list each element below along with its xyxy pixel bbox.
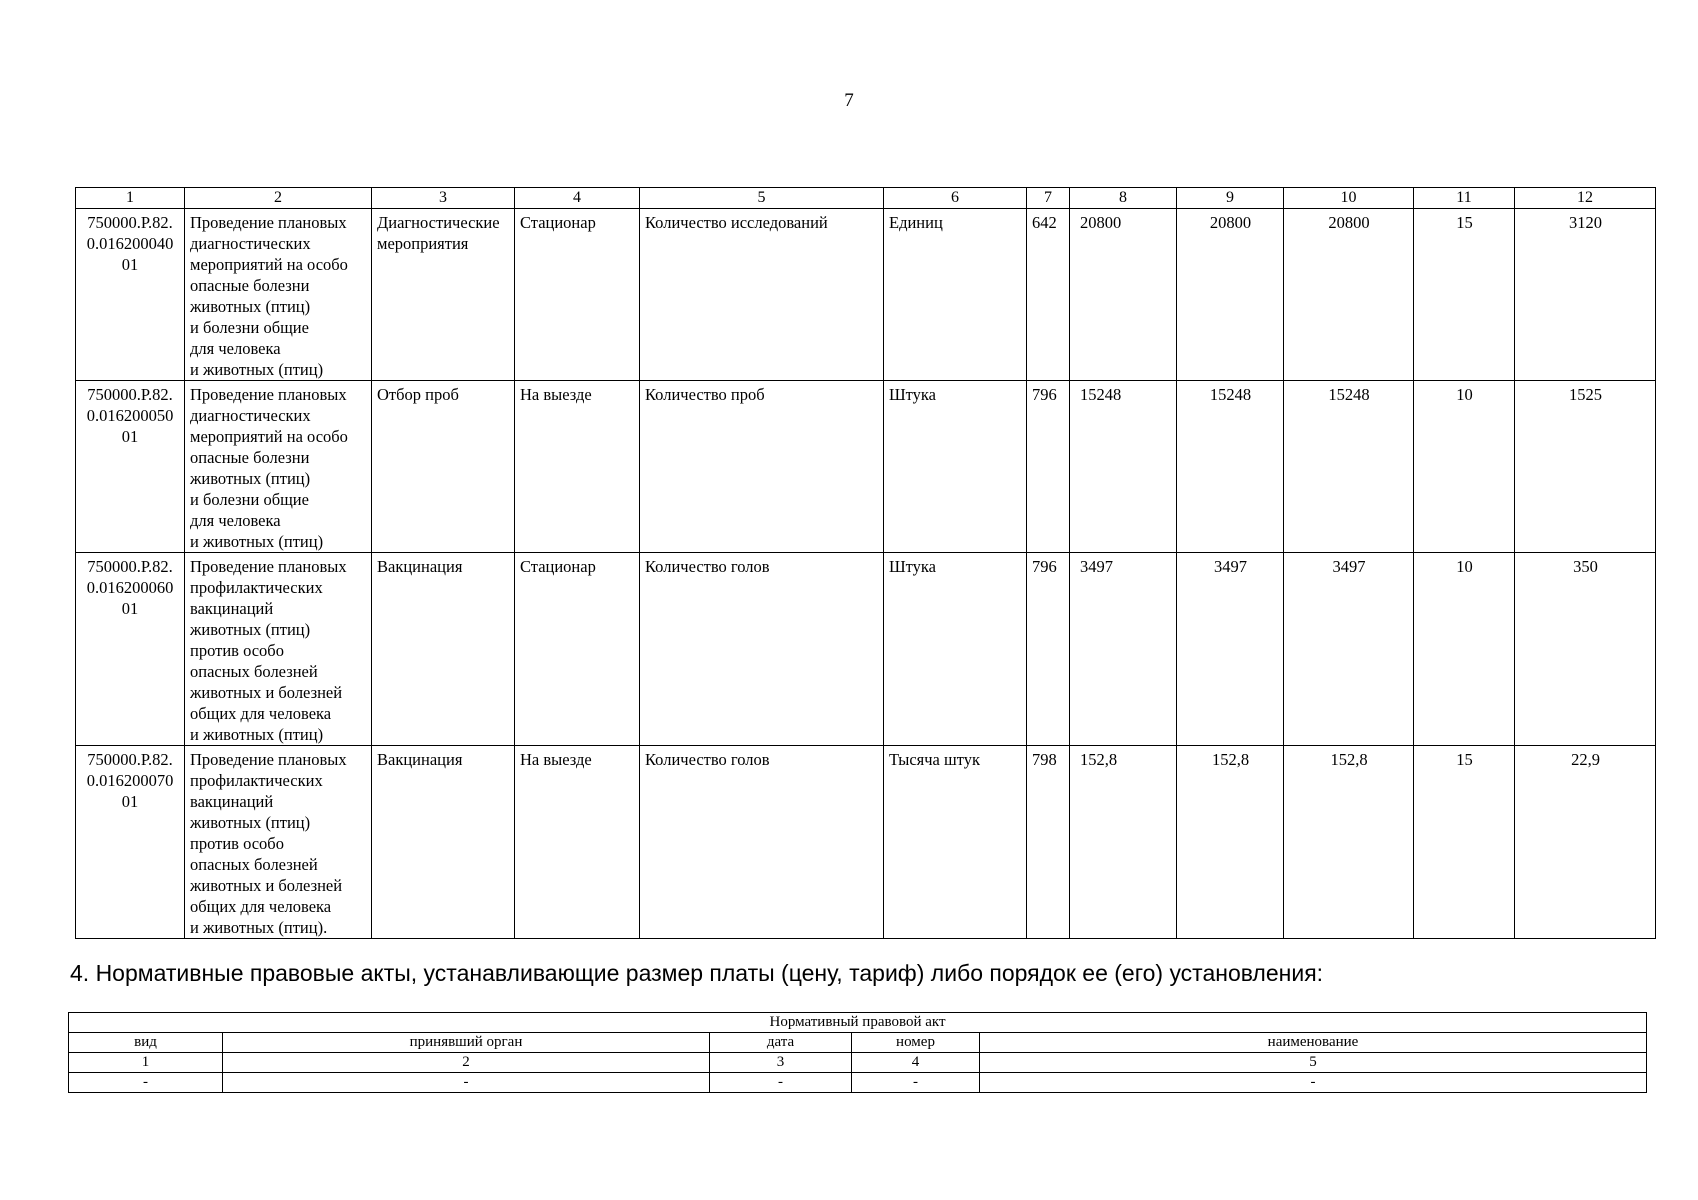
value-cell: 3497	[1070, 553, 1177, 746]
column-number: 5	[980, 1053, 1647, 1073]
service-description-cell: Проведение плановых диагностических мероприятий на особо опасные болезни животных (птиц) и болезни общие для человека и животных (птиц)	[185, 209, 372, 381]
service-description-cell: Проведение плановых диагностических мероприятий на особо опасные болезни животных (птиц) и болезни общие для человека и животных (птиц)	[185, 381, 372, 553]
deviation-value-cell: 22,9	[1515, 746, 1656, 939]
value-cell: 20800	[1070, 209, 1177, 381]
value-cell: 3497	[1284, 553, 1414, 746]
act-type-value: -	[69, 1073, 223, 1093]
column-header-number: номер	[852, 1033, 980, 1053]
column-header-authority: принявший орган	[223, 1033, 710, 1053]
column-number: 4	[852, 1053, 980, 1073]
column-number: 4	[515, 188, 640, 209]
okei-code-cell: 642	[1027, 209, 1070, 381]
column-number: 2	[185, 188, 372, 209]
okei-code-cell: 798	[1027, 746, 1070, 939]
condition-cell: Стационар	[515, 209, 640, 381]
unit-cell: Штука	[884, 381, 1027, 553]
column-number: 10	[1284, 188, 1414, 209]
column-number: 3	[710, 1053, 852, 1073]
deviation-value-cell: 3120	[1515, 209, 1656, 381]
table-row	[69, 1073, 1647, 1093]
deviation-percent-cell: 15	[1414, 209, 1515, 381]
indicator-cell: Количество голов	[640, 746, 884, 939]
column-number: 7	[1027, 188, 1070, 209]
value-cell: 152,8	[1177, 746, 1284, 939]
value-cell: 20800	[1177, 209, 1284, 381]
value-cell: 152,8	[1284, 746, 1414, 939]
column-number: 11	[1414, 188, 1515, 209]
column-number: 9	[1177, 188, 1284, 209]
table-row	[76, 746, 1656, 939]
service-content-cell: Отбор проб	[372, 381, 515, 553]
okei-code-cell: 796	[1027, 553, 1070, 746]
value-cell: 15248	[1284, 381, 1414, 553]
column-number: 1	[69, 1053, 223, 1073]
indicator-cell: Количество голов	[640, 553, 884, 746]
value-cell: 15248	[1177, 381, 1284, 553]
acts-number-row	[69, 1053, 1647, 1073]
value-cell: 15248	[1070, 381, 1177, 553]
column-number: 5	[640, 188, 884, 209]
act-title-value: -	[980, 1073, 1647, 1093]
unit-cell: Штука	[884, 553, 1027, 746]
column-header-title: наименование	[980, 1033, 1647, 1053]
condition-cell: На выезде	[515, 746, 640, 939]
column-number: 3	[372, 188, 515, 209]
value-cell: 152,8	[1070, 746, 1177, 939]
legal-acts-table	[68, 1012, 1647, 1093]
acts-header-row	[69, 1033, 1647, 1053]
act-authority-value: -	[223, 1073, 710, 1093]
indicator-cell: Количество проб	[640, 381, 884, 553]
column-number: 6	[884, 188, 1027, 209]
okei-code-cell: 796	[1027, 381, 1070, 553]
deviation-percent-cell: 10	[1414, 553, 1515, 746]
table-row	[76, 381, 1656, 553]
deviation-percent-cell: 10	[1414, 381, 1515, 553]
unit-cell: Единиц	[884, 209, 1027, 381]
column-number: 12	[1515, 188, 1656, 209]
deviation-percent-cell: 15	[1414, 746, 1515, 939]
indicator-cell: Количество исследований	[640, 209, 884, 381]
header-row	[76, 188, 1656, 209]
acts-title-row	[69, 1013, 1647, 1033]
registry-code-cell: 750000.Р.82. 0.016200040 01	[76, 209, 185, 381]
service-description-cell: Проведение плановых профилактических вакцинаций животных (птиц) против особо опасных болезней животных и болезней общих для человека и животных (птиц).	[185, 746, 372, 939]
column-number: 8	[1070, 188, 1177, 209]
value-cell: 3497	[1177, 553, 1284, 746]
service-content-cell: Диагностические мероприятия	[372, 209, 515, 381]
column-header-type: вид	[69, 1033, 223, 1053]
section-4-heading: 4. Нормативные правовые акты, устанавливающие размер платы (цену, тариф) либо порядок ее (его) установления:	[70, 960, 1324, 986]
column-number: 2	[223, 1053, 710, 1073]
act-date-value: -	[710, 1073, 852, 1093]
acts-table-title: Нормативный правовой акт	[69, 1013, 1647, 1033]
column-header-date: дата	[710, 1033, 852, 1053]
registry-code-cell: 750000.Р.82. 0.016200050 01	[76, 381, 185, 553]
registry-code-cell: 750000.Р.82. 0.016200060 01	[76, 553, 185, 746]
service-content-cell: Вакцинация	[372, 746, 515, 939]
registry-code-cell: 750000.Р.82. 0.016200070 01	[76, 746, 185, 939]
deviation-value-cell: 350	[1515, 553, 1656, 746]
service-content-cell: Вакцинация	[372, 553, 515, 746]
table-row	[76, 553, 1656, 746]
table-row	[76, 209, 1656, 381]
service-description-cell: Проведение плановых профилактических вакцинаций животных (птиц) против особо опасных болезней животных и болезней общих для человека и животных (птиц)	[185, 553, 372, 746]
indicators-table	[75, 187, 1656, 939]
value-cell: 20800	[1284, 209, 1414, 381]
condition-cell: На выезде	[515, 381, 640, 553]
act-number-value: -	[852, 1073, 980, 1093]
column-number: 1	[76, 188, 185, 209]
unit-cell: Тысяча штук	[884, 746, 1027, 939]
page-number: 7	[844, 90, 854, 111]
deviation-value-cell: 1525	[1515, 381, 1656, 553]
condition-cell: Стационар	[515, 553, 640, 746]
